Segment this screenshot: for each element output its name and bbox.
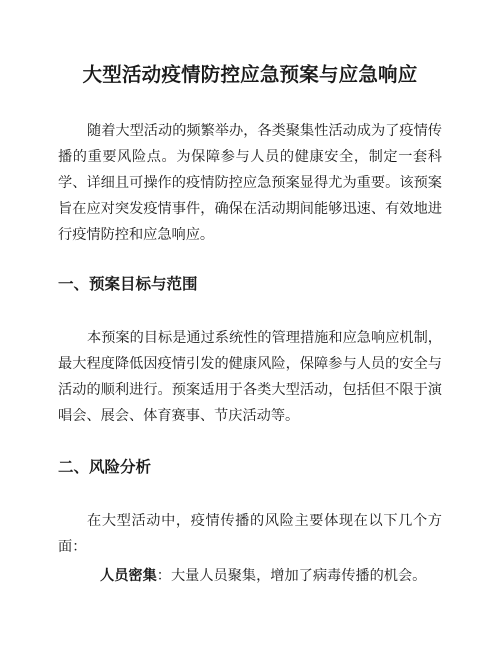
document-title: 大型活动疫情防控应急预案与应急响应	[82, 63, 418, 86]
risk-item-label: 人员密集	[100, 568, 157, 584]
section-body-goals: 本预案的目标是通过系统性的管理措施和应急响应机制，最大程度降低因疫情引发的健康风险，保障参与人员的安全与活动的顺利进行。预案适用于各类大型活动，包括但不限于演唱会、展会、体育赛事、节庆活动等。	[58, 330, 442, 424]
risk-item-text: ：大量人员聚集，增加了病毒传播的机会。	[156, 568, 427, 584]
section-heading-risk: 二、风险分析	[58, 458, 152, 476]
risk-list-item	[100, 563, 426, 589]
section-heading-goals: 一、预案目标与范围	[58, 275, 198, 293]
intro-paragraph: 随着大型活动的频繁举办，各类聚集性活动成为了疫情传播的重要风险点。为保障参与人员的健康安全，制定一套科学、详细且可操作的疫情防控应急预案显得尤为重要。该预案旨在应对突发疫情事件，确保在活动期间能够迅速、有效地进行疫情防控和应急响应。	[58, 123, 442, 243]
section-body-risk: 在大型活动中，疫情传播的风险主要体现在以下几个方面：	[58, 513, 442, 555]
